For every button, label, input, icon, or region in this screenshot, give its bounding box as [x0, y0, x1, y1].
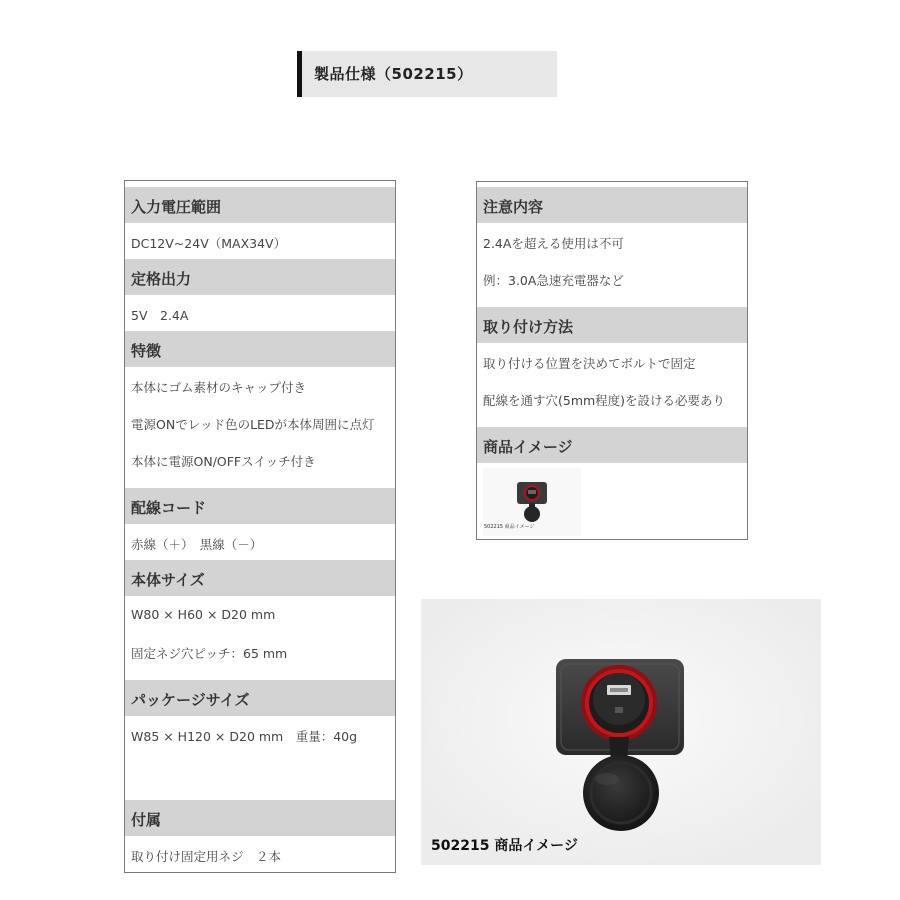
- spec-header-rated-output: 定格出力: [125, 259, 395, 295]
- product-thumbnail: [483, 468, 581, 536]
- spec-table-right: [476, 181, 748, 540]
- spec-header-input-voltage: 入力電圧範囲: [125, 187, 395, 223]
- spec-value-installation-1: 取り付ける位置を決めてボルトで固定: [483, 356, 696, 371]
- spec-header-cautions: 注意内容: [477, 187, 747, 223]
- spec-header-features: 特徴: [125, 331, 395, 367]
- spec-value-screw-pitch: 固定ネジ穴ピッチ：65 mm: [131, 646, 288, 661]
- spec-header-accessories: 付属: [125, 800, 395, 836]
- usb-socket-device-image: [421, 599, 821, 865]
- spec-header-wiring: 配線コード: [125, 488, 395, 524]
- spec-value-input-voltage: DC12V~24V（MAX34V）: [131, 236, 287, 251]
- spec-value-rated-output: 5V 2.4A: [131, 308, 189, 323]
- spec-value-feature-2: 電源ONでレッド色のLEDが本体周囲に点灯: [131, 417, 375, 432]
- page-title: 製品仕様（502215）: [314, 65, 473, 83]
- spec-header-installation: 取り付け方法: [477, 307, 747, 343]
- product-photo-caption: 502215 商品イメージ: [431, 838, 578, 854]
- spec-title-block: [297, 51, 557, 97]
- spec-header-body-size: 本体サイズ: [125, 560, 395, 596]
- product-photo: [421, 599, 821, 865]
- spec-value-package-size: W85 × H120 × D20 mm 重量：40g: [131, 729, 358, 744]
- spec-value-caution-1: 2.4Aを超える使用は不可: [483, 236, 624, 251]
- spec-value-installation-2: 配線を通す穴(5mm程度)を設ける必要あり: [483, 393, 726, 408]
- spec-value-body-size: W80 × H60 × D20 mm: [131, 607, 276, 622]
- spec-value-caution-2: 例：3.0A急速充電器など: [483, 273, 624, 288]
- spec-table-left: [124, 180, 396, 873]
- spec-value-wiring: 赤線（＋） 黒線（－）: [131, 537, 263, 552]
- spec-value-feature-1: 本体にゴム素材のキャップ付き: [131, 380, 307, 395]
- spec-value-feature-3: 本体に電源ON/OFFスイッチ付き: [131, 454, 316, 469]
- product-thumbnail-caption: 502215 商品イメージ: [484, 524, 535, 530]
- spec-value-accessories: 取り付け固定用ネジ ２本: [131, 849, 282, 864]
- spec-header-package-size: パッケージサイズ: [125, 680, 395, 716]
- spec-header-product-image: 商品イメージ: [477, 427, 747, 463]
